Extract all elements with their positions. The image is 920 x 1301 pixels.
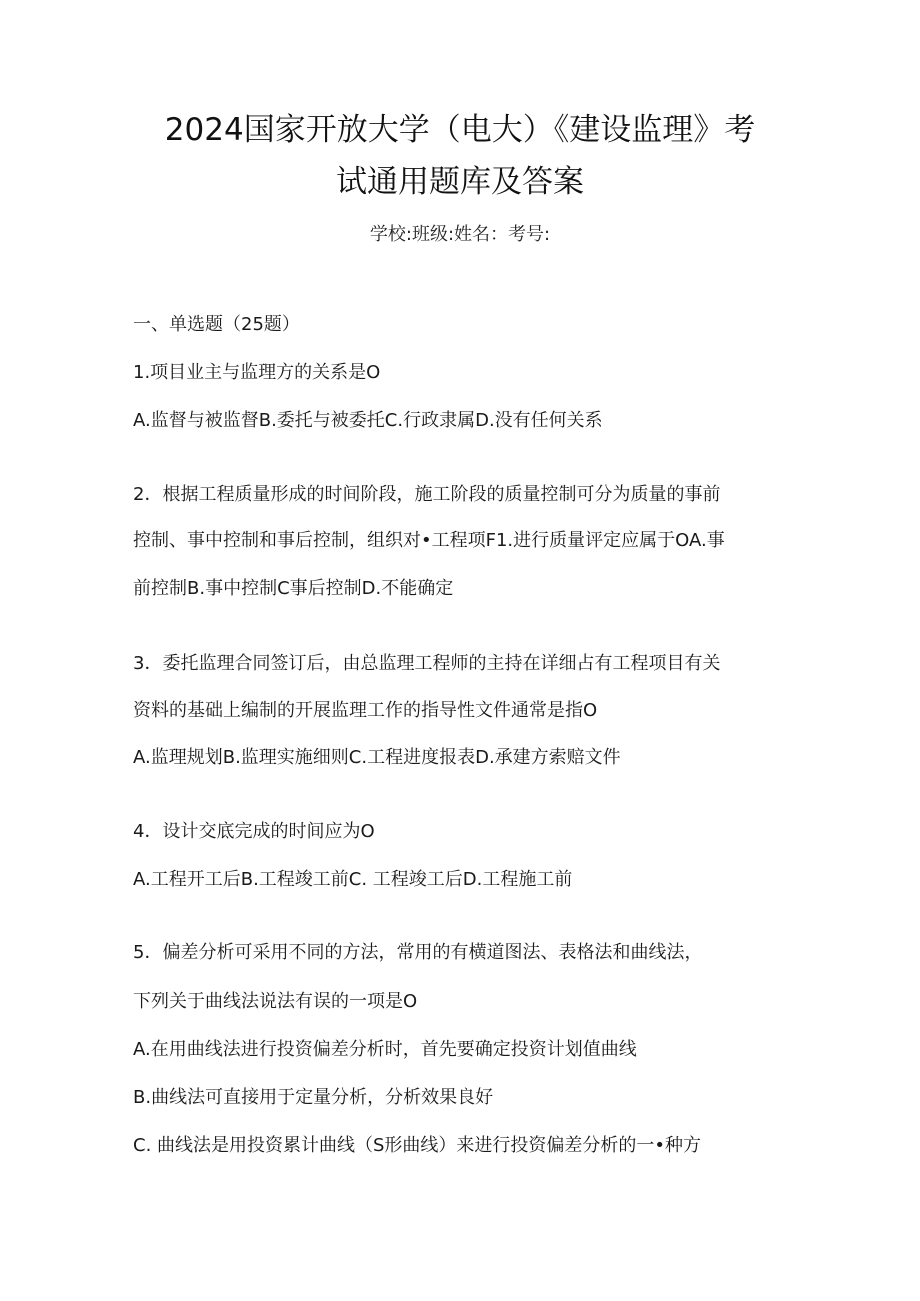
question-5-option-c: C. 曲线法是用投资累计曲线（S形曲线）来进行投资偏差分析的一•种方 — [133, 1135, 702, 1156]
question-5-option-a: A.在用曲线法进行投资偏差分析时，首先要确定投资计划值曲线 — [133, 1039, 637, 1060]
question-2-line-3: 前控制B.事中控制C事后控制D.不能确定 — [133, 578, 454, 599]
question-5-line-2: 下列关于曲线法说法有误的一项是O — [133, 991, 418, 1012]
section-heading: 一、单选题（25题） — [133, 314, 300, 335]
question-5-option-b: B.曲线法可直接用于定量分析，分析效果良好 — [133, 1087, 494, 1108]
title-line-1: 2024国家开放大学（电大）《建设监理》考 — [164, 112, 756, 148]
question-3-line-2: 资料的基础上编制的开展监理工作的指导性文件通常是指O — [133, 700, 598, 721]
student-info-line: 学校:班级:姓名：考号: — [369, 224, 551, 245]
question-1-options: A.监督与被监督B.委托与被委托C.行政隶属D.没有任何关系 — [133, 410, 603, 431]
question-2-line-2: 控制、事中控制和事后控制，组织对•工程项F1.进行质量评定应属于OA.事 — [133, 530, 725, 551]
question-4-options: A.工程开工后B.工程竣工前C. 工程竣工后D.工程施工前 — [133, 869, 573, 890]
question-5-line-1: 5．偏差分析可采用不同的方法，常用的有横道图法、表格法和曲线法， — [133, 942, 703, 963]
question-1-stem: 1.项目业主与监理方的关系是O — [133, 362, 381, 383]
question-3-options: A.监理规划B.监理实施细则C.工程进度报表D.承建方索赔文件 — [133, 747, 621, 768]
question-2-line-1: 2．根据工程质量形成的时间阶段，施工阶段的质量控制可分为质量的事前 — [133, 484, 721, 505]
title-line-2: 试通用题库及答案 — [336, 164, 584, 200]
question-3-line-1: 3．委托监理合同签订后，由总监理工程师的主持在详细占有工程项目有关 — [133, 653, 721, 674]
document-title — [110, 104, 810, 208]
question-4-stem: 4．设计交底完成的时间应为O — [133, 821, 375, 842]
